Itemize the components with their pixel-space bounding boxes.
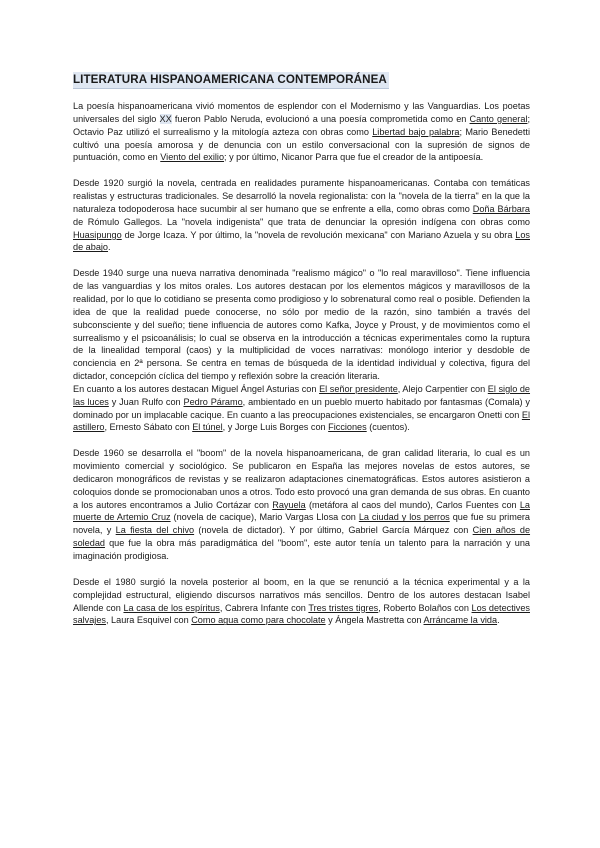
paragraph-text: .	[497, 615, 500, 626]
work-title: Libertad bajo palabra	[372, 126, 460, 137]
paragraph-text: fueron Pablo Neruda, evolucionó a una poesía comprometida como en	[171, 113, 470, 124]
paragraph-text: ; Mario Benedetti cultivó una poesía amorosa y de denuncia con un estilo conversacional con la supresión de signos de puntuación, como en	[73, 126, 530, 163]
paragraph-text: La poesía hispanoamericana vivió momentos de esplendor con el Modernismo y las Vanguardias. Los poetas universales del siglo	[73, 101, 530, 124]
work-title: La casa de los espíritus	[123, 602, 220, 613]
work-title: La muerte de Artemio Cruz	[73, 499, 530, 523]
work-title: El siglo de las luces	[73, 383, 531, 407]
paragraph-text: , Ernesto Sábato con	[104, 422, 193, 433]
paragraph-text: (novela de dictador). Y por último, Gabriel García Márquez con	[194, 525, 473, 536]
paragraph-1	[73, 100, 530, 164]
work-title: Ficciones	[328, 422, 367, 433]
paragraph-text: de Rómulo Gallegos. La "novela indigenista" que trata de denunciar la opresión indígena con obras como	[73, 216, 530, 227]
paragraph-text: , ambientado en un pueblo muerto habitado por fantasmas (Comala) y dominado por un implacable cacique. En cuanto a las preocupaciones existenciales, se encargaron Onetti con	[73, 396, 530, 420]
work-title: Doña Bárbara	[472, 203, 530, 214]
paragraph-text: Desde 1920 surgió la novela, centrada en realidades puramente hispanoamericanas. Contaba con temáticas realistas y estructuras tradicionales. Se desarrolló la novela regionalista: con la "novela de la tierra" en la que la naturaleza todopoderosa hace sucumbir al ser humano que se enfrente a ella, como obras como	[73, 178, 530, 214]
paragraph-text: En cuanto a los autores destacan Miguel Ángel Asturias con	[73, 383, 320, 394]
paragraph-text: y Juan Rulfo con	[108, 396, 184, 407]
paragraph-text: (metáfora al caos del mundo), Carlos Fuentes con	[305, 499, 520, 510]
document-body	[73, 100, 530, 627]
paragraph-text: Desde 1960 se desarrolla el "boom" de la novela hispanoamericana, de gran calidad literaria, lo cual es un movimiento comercial y sociológico. Se publicaron en España las mejores novelas de estos autores, se dedicaron monográficos de revistas y se realizaron adaptaciones cinematográficas. Estos autores asistieron a coloquios donde se promocionaban unos a otros. Todo esto provocó una gran demanda de sus obras. En cuanto a los autores encontramos a Julio Cortázar con	[73, 448, 530, 510]
paragraph-2	[73, 177, 530, 254]
paragraph-text: que fue su primera novela, y	[73, 512, 531, 536]
work-title: Tres tristes tigres	[308, 602, 379, 613]
paragraph-text: , Alejo Carpentier con	[397, 383, 488, 394]
work-title: Los detectives salvajes	[73, 602, 530, 626]
work-title: La fiesta del chivo	[115, 525, 195, 536]
work-title: Arráncame la vida	[423, 615, 498, 626]
paragraph-text: .	[108, 242, 111, 253]
work-title: Huasipungo	[73, 229, 122, 240]
paragraph-text: de Jorge Icaza. Y por último, la "novela de revolución mexicana" con Mariano Azuela y su obra	[121, 229, 516, 240]
work-title: Viento del exilio	[160, 152, 225, 163]
paragraph-5	[73, 447, 530, 563]
paragraph-text: , Cabrera Infante con	[219, 602, 309, 613]
work-title: Pedro Páramo	[183, 396, 243, 407]
paragraph-text: ; y por último, Nicanor Parra que fue el creador de la antipoesía.	[224, 152, 484, 163]
highlighted-text: XX	[159, 113, 172, 124]
paragraph-text: , Laura Esquivel con	[105, 615, 192, 626]
work-title: El señor presidente	[319, 383, 398, 394]
work-title: Como agua como para chocolate	[191, 615, 326, 626]
paragraph-4	[73, 383, 530, 434]
paragraph-text: Desde 1940 surge una nueva narrativa denominada "realismo mágico" o "lo real maravilloso". Tiene influencia de las vanguardias y los mitos orales. Los autores destacan por los elementos mágicos y maravillosos de la realidad, por lo que lo cotidiano se presenta como prodigioso y lo sobrenatural como real o posible. Defienden la idea de que la realidad puede conocerse, no sólo por medio de la razón, sino también a través del subconsciente y del sueño; tiene influencia de autores como Kafka, Joyce y Proust, y de movimientos como el surrealismo y el psicoanálisis; lo cual se observa en la introducción a técnicas experimentales como la ruptura de la linealidad temporal (caos) y la multiplicidad de voces narrativas: monólogo interior y desdoble de conciencia en 2ª persona. Se centra en temas de búsqueda de la identidad individual y colectiva, figura del dictador, concepción cíclica del tiempo y reflexión sobre la creación literaria.	[73, 268, 530, 382]
paragraph-3	[73, 267, 530, 383]
work-title: Rayuela	[272, 499, 306, 510]
paragraph-text: que fue la obra más paradigmática del "boom", este autor tenía un talento para la narración y una imaginación prodigiosa.	[73, 538, 530, 561]
document-title: LITERATURA HISPANOAMERICANA CONTEMPORÁNEA	[73, 72, 389, 89]
paragraph-text: y Ángela Mastretta con	[325, 615, 424, 626]
paragraph-text: , y Jorge Luis Borges con	[222, 422, 329, 433]
paragraph-text: , Roberto Bolaños con	[378, 602, 472, 613]
work-title: Canto general	[469, 113, 528, 124]
paragraph-text: ; Octavio Paz utilizó el surrealismo y la mitología azteza con obras como	[73, 113, 530, 137]
paragraph-text: (novela de cacique), Mario Vargas Llosa con	[170, 512, 359, 523]
work-title: Los de abajo	[73, 229, 530, 253]
work-title: El astillero	[73, 409, 530, 433]
work-title: El túnel	[192, 422, 223, 433]
work-title: Cien años de soledad	[73, 525, 531, 549]
work-title: La ciudad y los perros	[358, 512, 450, 523]
paragraph-text: (cuentos).	[366, 422, 410, 433]
paragraph-text: Desde el 1980 surgió la novela posterior al boom, en la que se renunció a la técnica experimental y a la complejidad estructural, eligiendo discursos narrativos más sencillos. Dentro de los autores destacan Isabel Allende con	[73, 576, 530, 613]
paragraph-6	[73, 576, 530, 627]
